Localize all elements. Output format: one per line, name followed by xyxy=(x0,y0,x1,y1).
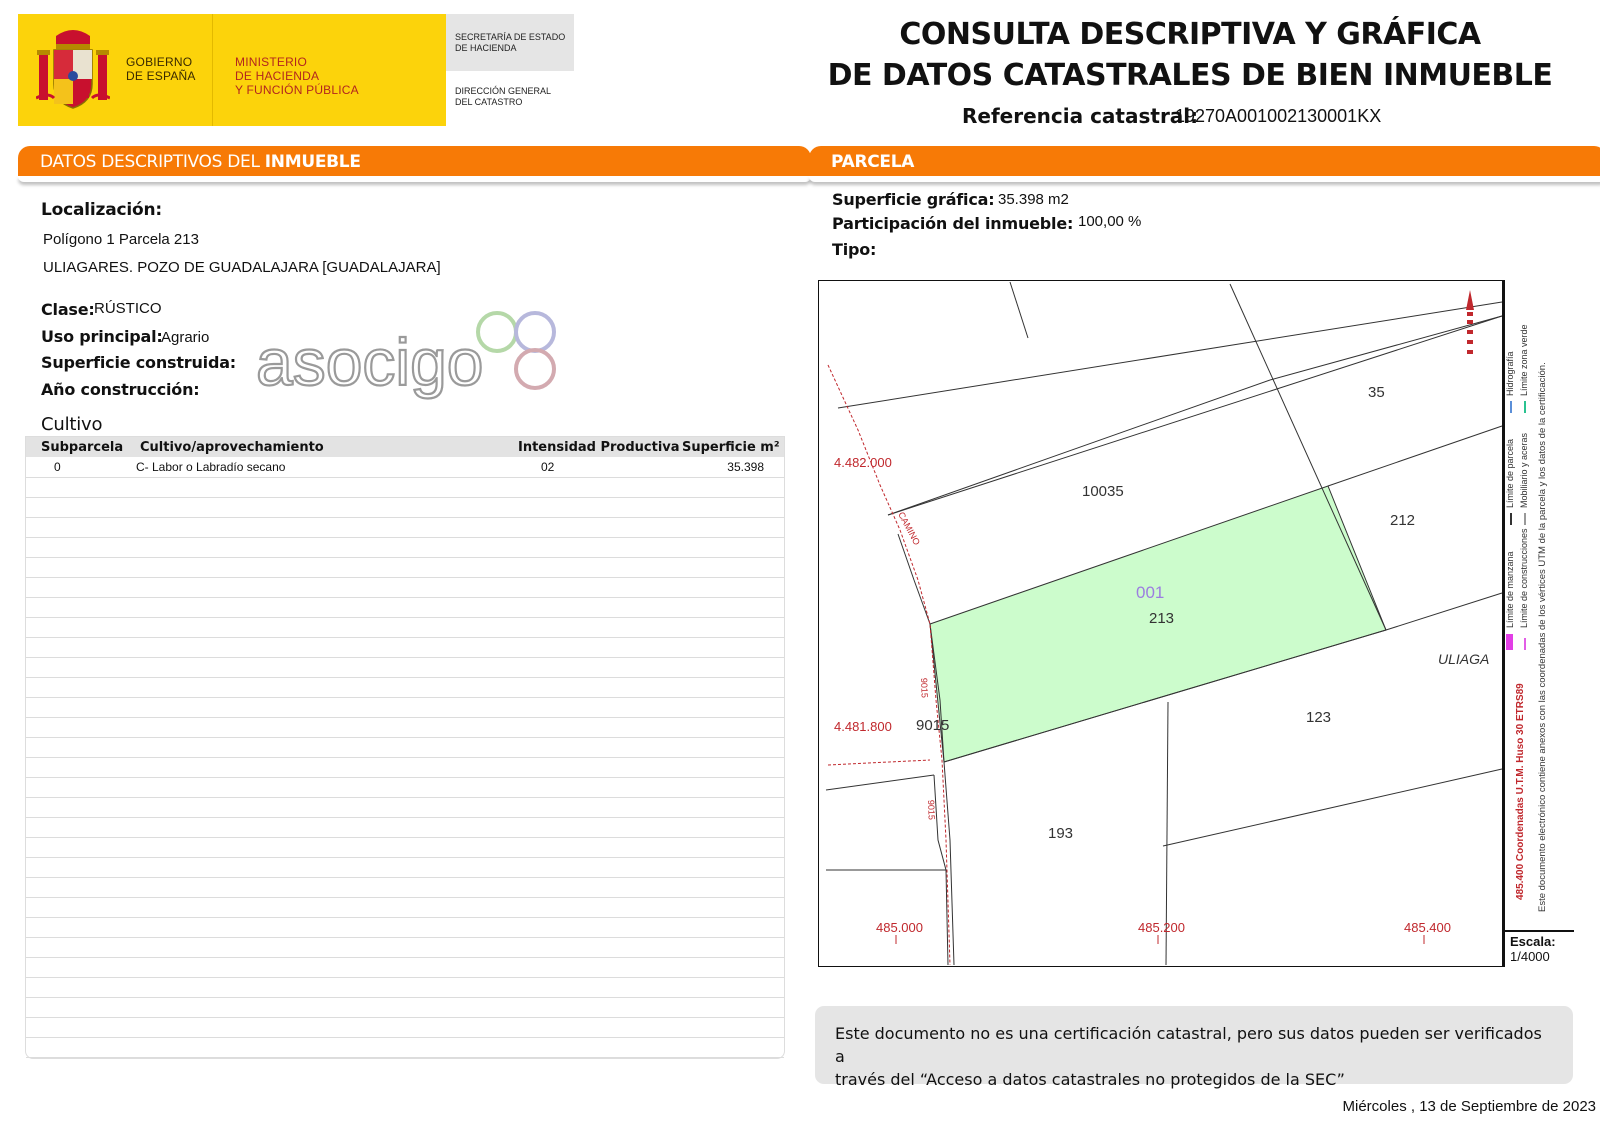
camino-label: CAMINO xyxy=(896,510,922,547)
table-row-empty xyxy=(26,957,784,978)
coord-y-4481800: 4.481.800 xyxy=(834,719,892,734)
cell-intensidad: 02 xyxy=(541,460,555,474)
table-row-empty xyxy=(26,577,784,598)
legend-parcela: Límite de parcela xyxy=(1505,438,1515,508)
table-row-empty xyxy=(26,797,784,818)
tipo-label: Tipo: xyxy=(832,240,877,259)
uso-label: Uso principal: xyxy=(41,327,163,346)
parcel-10035-label: 10035 xyxy=(1082,483,1124,500)
table-row-empty xyxy=(26,677,784,698)
disclaimer-line2: través del “Acceso a datos catastrales no protegidos de la SEC” xyxy=(835,1070,1345,1089)
ref-value: 19270A001002130001KX xyxy=(1175,106,1382,126)
parcel-9015-label: 9015 xyxy=(916,717,950,734)
localizacion-line2: ULIAGARES. POZO DE GUADALAJARA [GUADALAJARA] xyxy=(43,259,441,276)
scale-label: Escala: xyxy=(1510,934,1556,949)
uliagares-label: ULIAGA xyxy=(1438,651,1490,667)
logo-divider xyxy=(212,14,213,126)
cell-cultivo: C- Labor o Labradío secano xyxy=(136,460,286,474)
table-row-empty xyxy=(26,637,784,658)
legend-manzana: Límite de manzana xyxy=(1505,551,1515,628)
cultivo-title: Cultivo xyxy=(41,414,103,435)
parcel-193-label: 193 xyxy=(1048,825,1074,842)
table-row-empty xyxy=(26,497,784,518)
parcela-header: PARCELA xyxy=(809,146,1600,176)
legend-manzana-swatch xyxy=(1506,634,1513,650)
col-subparcela: Subparcela xyxy=(41,440,124,455)
legend-hidrografia: Hidrografía xyxy=(1505,351,1515,396)
road-label-1: 9015 xyxy=(919,677,930,699)
parcel-213-label: 213 xyxy=(1149,610,1175,627)
table-row-empty xyxy=(26,557,784,578)
cultivo-table-header xyxy=(26,437,784,457)
disclaimer-line1: Este documento no es una certificación catastral, pero sus datos pueden ser verificados a xyxy=(835,1024,1542,1066)
legend-utm: 485.400 Coordenadas U.T.M. Huso 30 ETRS89 xyxy=(1515,683,1526,900)
table-row-empty xyxy=(26,1037,784,1058)
cell-subparcela: 0 xyxy=(54,460,61,474)
table-row-empty xyxy=(26,997,784,1018)
table-row-empty xyxy=(26,697,784,718)
table-row-empty xyxy=(26,817,784,838)
table-row-empty xyxy=(26,517,784,538)
parcel-code-label: 001 xyxy=(1136,583,1165,602)
page-title: CONSULTA DESCRIPTIVA Y GRÁFICA DE DATOS CATASTRALES DE BIEN INMUEBLE xyxy=(827,17,1553,93)
coord-x-485400: 485.400 xyxy=(1404,920,1451,935)
col-superficie: Superficie m² xyxy=(682,440,780,455)
ref-label: Referencia catastral: xyxy=(962,104,1199,128)
table-row-empty xyxy=(26,777,784,798)
localizacion-label: Localización: xyxy=(41,200,162,220)
map-scale xyxy=(1503,930,1574,967)
clase-value: RÚSTICO xyxy=(94,300,162,317)
legend-mobiliario: Mobiliario y aceras xyxy=(1519,432,1529,508)
coord-x-485000: 485.000 xyxy=(876,920,923,935)
parcel-35-label: 35 xyxy=(1368,384,1385,401)
table-row-empty xyxy=(26,537,784,558)
col-cultivo: Cultivo/aprovechamiento xyxy=(140,440,324,455)
table-row-empty xyxy=(26,717,784,738)
legend-zona-verde: Límite zona verde xyxy=(1519,324,1529,396)
parcel-212-label: 212 xyxy=(1390,512,1416,529)
superficie-grafica-value: 35.398 m2 xyxy=(998,191,1069,208)
asocigo-watermark-logo xyxy=(256,305,566,415)
superficie-construida-label: Superficie construida: xyxy=(41,353,236,372)
legend-electronic-note: Este documento electrónico contiene anexos con las coordenadas de los vértices UTM de la parcela y los datos de la certificación. xyxy=(1537,362,1548,912)
parcela-header-shadow xyxy=(809,176,1600,182)
map-legend-rotated xyxy=(1505,282,1573,930)
table-row-empty xyxy=(26,857,784,878)
coord-x-485200: 485.200 xyxy=(1138,920,1185,935)
table-row-empty xyxy=(26,617,784,638)
table-row-empty xyxy=(26,597,784,618)
table-row xyxy=(26,457,784,478)
cultivo-table xyxy=(25,436,785,1059)
road-label-2: 9015 xyxy=(926,799,937,821)
table-row-empty xyxy=(26,737,784,758)
table-row-empty xyxy=(26,917,784,938)
secretaria-label: SECRETARÍA DE ESTADO DE HACIENDA xyxy=(455,32,566,53)
anio-construccion-label: Año construcción: xyxy=(41,380,200,399)
superficie-grafica-label: Superficie gráfica: xyxy=(832,190,995,209)
descriptive-data-header: DATOS DESCRIPTIVOS DEL INMUEBLE xyxy=(18,146,811,176)
table-row-empty xyxy=(26,977,784,998)
table-row-empty xyxy=(26,837,784,858)
localizacion-line1: Polígono 1 Parcela 213 xyxy=(43,231,199,248)
cadastral-map xyxy=(818,280,1503,967)
table-row-empty xyxy=(26,657,784,678)
table-row-empty xyxy=(26,897,784,918)
disclaimer-note xyxy=(815,1006,1573,1089)
col-intensidad: Intensidad Productiva xyxy=(518,440,680,455)
watermark-text: asocigo xyxy=(256,325,484,399)
table-row-empty xyxy=(26,757,784,778)
table-row-empty xyxy=(26,877,784,898)
scale-value: 1/4000 xyxy=(1510,949,1550,964)
descriptive-data-header-shadow xyxy=(18,176,811,182)
parcel-123-label: 123 xyxy=(1306,709,1332,726)
ministerio-label: MINISTERIO DE HACIENDA Y FUNCIÓN PÚBLICA xyxy=(235,55,359,97)
uso-value: Agrario xyxy=(161,329,210,346)
cell-superficie: 35.398 xyxy=(727,460,764,474)
coord-y-4482000: 4.482.000 xyxy=(834,455,892,470)
participacion-label: Participación del inmueble: xyxy=(832,214,1074,233)
table-row-empty xyxy=(26,477,784,498)
coat-of-arms-icon xyxy=(36,26,110,116)
legend-construcciones: Límite de construcciones xyxy=(1519,528,1529,628)
participacion-value: 100,00 % xyxy=(1078,213,1142,230)
document-date: Miércoles , 13 de Septiembre de 2023 xyxy=(1342,1098,1596,1115)
direccion-label: DIRECCIÓN GENERAL DEL CATASTRO xyxy=(455,86,552,107)
table-row-empty xyxy=(26,1017,784,1038)
clase-label: Clase: xyxy=(41,300,95,319)
gobierno-label: GOBIERNO DE ESPAÑA xyxy=(126,55,196,83)
table-row-empty xyxy=(26,937,784,958)
